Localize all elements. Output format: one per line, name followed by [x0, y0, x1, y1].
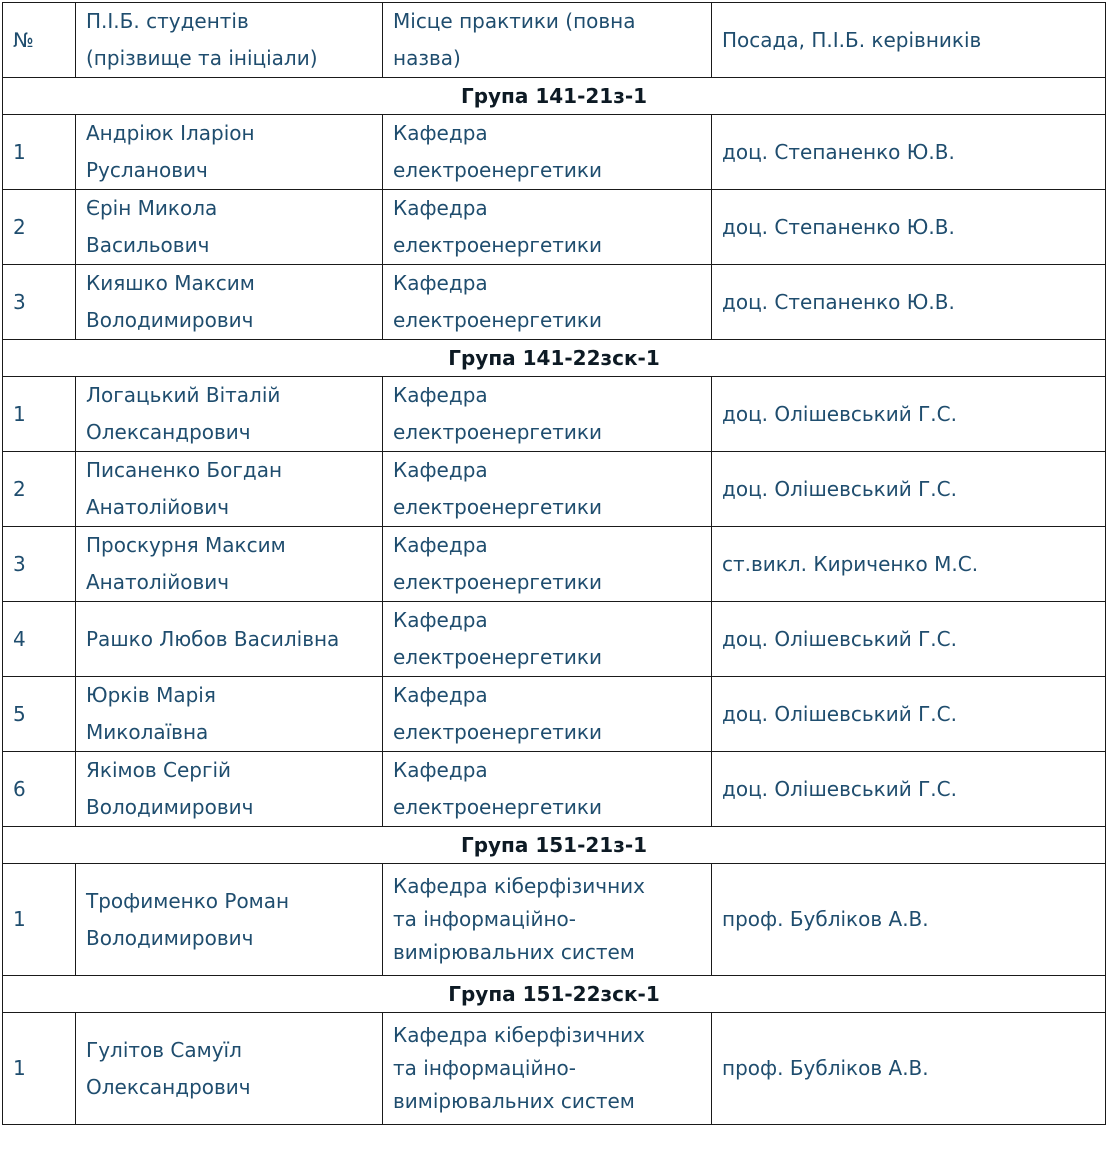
supervisor: доц. Олішевський Г.С. — [712, 752, 1106, 827]
student-name-line2: Володимирович — [86, 308, 254, 332]
student-name-line1: Кияшко Максим — [86, 271, 255, 295]
place-line2: електроенергетики — [393, 795, 602, 819]
table-row — [3, 377, 1106, 452]
practice-place — [383, 115, 712, 190]
row-num: 5 — [3, 677, 76, 752]
supervisor: проф. Бубліков А.В. — [712, 864, 1106, 976]
place-line1: Кафедра кіберфізичних — [393, 1023, 645, 1047]
group-row — [3, 340, 1106, 377]
practice-place — [383, 190, 712, 265]
row-num: 1 — [3, 1013, 76, 1125]
row-num: 1 — [3, 377, 76, 452]
place-line2: та інформаційно- — [393, 1056, 576, 1080]
group-title: Група 141-22зск-1 — [3, 340, 1106, 377]
practice-place — [383, 452, 712, 527]
table-row — [3, 265, 1106, 340]
row-num: 3 — [3, 527, 76, 602]
student-name-line1: Якімов Сергій — [86, 758, 232, 782]
student-name-line2: Володимирович — [86, 925, 254, 950]
place-line3: вимірювальних систем — [393, 1089, 635, 1113]
practice-place — [383, 752, 712, 827]
practice-place — [383, 1013, 712, 1125]
table-row — [3, 452, 1106, 527]
group-title: Група 151-22зск-1 — [3, 976, 1106, 1013]
student-name-line2: Володимирович — [86, 795, 254, 819]
place-line3: вимірювальних систем — [393, 940, 635, 964]
student-name-line1: Юрків Марія — [86, 683, 216, 707]
practice-place — [383, 527, 712, 602]
place-line2: електроенергетики — [393, 158, 602, 182]
place-line2: електроенергетики — [393, 420, 602, 444]
student-name-line1: Трофименко Роман — [86, 888, 290, 913]
practice-place — [383, 265, 712, 340]
row-num: 1 — [3, 115, 76, 190]
student-name-line2: Анатолійович — [86, 570, 230, 594]
practice-place — [383, 377, 712, 452]
student-name — [76, 452, 383, 527]
header-student-line1: П.І.Б. студентів — [86, 9, 249, 33]
row-num: 3 — [3, 265, 76, 340]
student-name-line2: Васильович — [86, 233, 210, 257]
group-row — [3, 827, 1106, 864]
student-name-line1: Писаненко Богдан — [86, 458, 283, 482]
place-line1: Кафедра — [393, 683, 488, 707]
practice-table-wrapper — [2, 2, 1105, 1125]
student-name — [76, 602, 383, 677]
header-supervisor: Посада, П.І.Б. керівників — [712, 3, 1106, 78]
practice-place — [383, 602, 712, 677]
place-line1: Кафедра — [393, 533, 488, 557]
place-line2: та інформаційно- — [393, 907, 576, 931]
row-num: 4 — [3, 602, 76, 677]
table-row — [3, 602, 1106, 677]
practice-place — [383, 677, 712, 752]
place-line1: Кафедра — [393, 608, 488, 632]
practice-table — [2, 2, 1106, 1125]
header-student-line2: (прізвище та ініціали) — [86, 46, 318, 70]
group-row — [3, 78, 1106, 115]
student-name-line2: Миколаївна — [86, 720, 209, 744]
place-line1: Кафедра кіберфізичних — [393, 874, 645, 898]
group-title: Група 151-21з-1 — [3, 827, 1106, 864]
table-row — [3, 752, 1106, 827]
student-name-line1: Гулітов Самуїл — [86, 1037, 242, 1062]
group-row — [3, 976, 1106, 1013]
row-num: 2 — [3, 452, 76, 527]
supervisor: доц. Олішевський Г.С. — [712, 377, 1106, 452]
header-place-line1: Місце практики (повна — [393, 9, 636, 33]
student-name — [76, 677, 383, 752]
header-student — [76, 3, 383, 78]
place-line2: електроенергетики — [393, 645, 602, 669]
place-line2: електроенергетики — [393, 308, 602, 332]
place-line2: електроенергетики — [393, 720, 602, 744]
place-line1: Кафедра — [393, 383, 488, 407]
place-line2: електроенергетики — [393, 570, 602, 594]
header-place — [383, 3, 712, 78]
student-name-line2: Олександрович — [86, 420, 251, 444]
place-line1: Кафедра — [393, 271, 488, 295]
supervisor: доц. Олішевський Г.С. — [712, 452, 1106, 527]
student-name-line1: Проскурня Максим — [86, 533, 286, 557]
student-name — [76, 377, 383, 452]
table-row — [3, 677, 1106, 752]
place-line1: Кафедра — [393, 758, 488, 782]
place-line1: Кафедра — [393, 121, 488, 145]
supervisor: доц. Олішевський Г.С. — [712, 602, 1106, 677]
place-line1: Кафедра — [393, 196, 488, 220]
place-line1: Кафедра — [393, 458, 488, 482]
student-name-line1: Андріюк Іларіон — [86, 121, 255, 145]
group-title: Група 141-21з-1 — [3, 78, 1106, 115]
place-line2: електроенергетики — [393, 233, 602, 257]
table-header-row — [3, 3, 1106, 78]
supervisor: ст.викл. Кириченко М.С. — [712, 527, 1106, 602]
header-num: № — [3, 3, 76, 78]
practice-place — [383, 864, 712, 976]
student-name — [76, 115, 383, 190]
header-place-line2: назва) — [393, 46, 461, 70]
supervisor: доц. Степаненко Ю.В. — [712, 265, 1106, 340]
student-name — [76, 265, 383, 340]
row-num: 6 — [3, 752, 76, 827]
student-name-line1: Рашко Любов Василівна — [86, 626, 340, 651]
table-row — [3, 527, 1106, 602]
supervisor: доц. Степаненко Ю.В. — [712, 190, 1106, 265]
student-name — [76, 190, 383, 265]
table-row — [3, 115, 1106, 190]
supervisor: доц. Олішевський Г.С. — [712, 677, 1106, 752]
row-num: 1 — [3, 864, 76, 976]
table-row — [3, 190, 1106, 265]
student-name-line1: Єрін Микола — [86, 196, 218, 220]
student-name — [76, 864, 383, 976]
student-name — [76, 527, 383, 602]
place-line2: електроенергетики — [393, 495, 602, 519]
supervisor: проф. Бубліков А.В. — [712, 1013, 1106, 1125]
supervisor: доц. Степаненко Ю.В. — [712, 115, 1106, 190]
table-row — [3, 1013, 1106, 1125]
student-name — [76, 752, 383, 827]
student-name — [76, 1013, 383, 1125]
student-name-line2: Русланович — [86, 158, 208, 182]
student-name-line1: Логацький Віталій — [86, 383, 281, 407]
student-name-line2: Анатолійович — [86, 495, 230, 519]
table-row — [3, 864, 1106, 976]
row-num: 2 — [3, 190, 76, 265]
student-name-line2: Олександрович — [86, 1074, 251, 1099]
